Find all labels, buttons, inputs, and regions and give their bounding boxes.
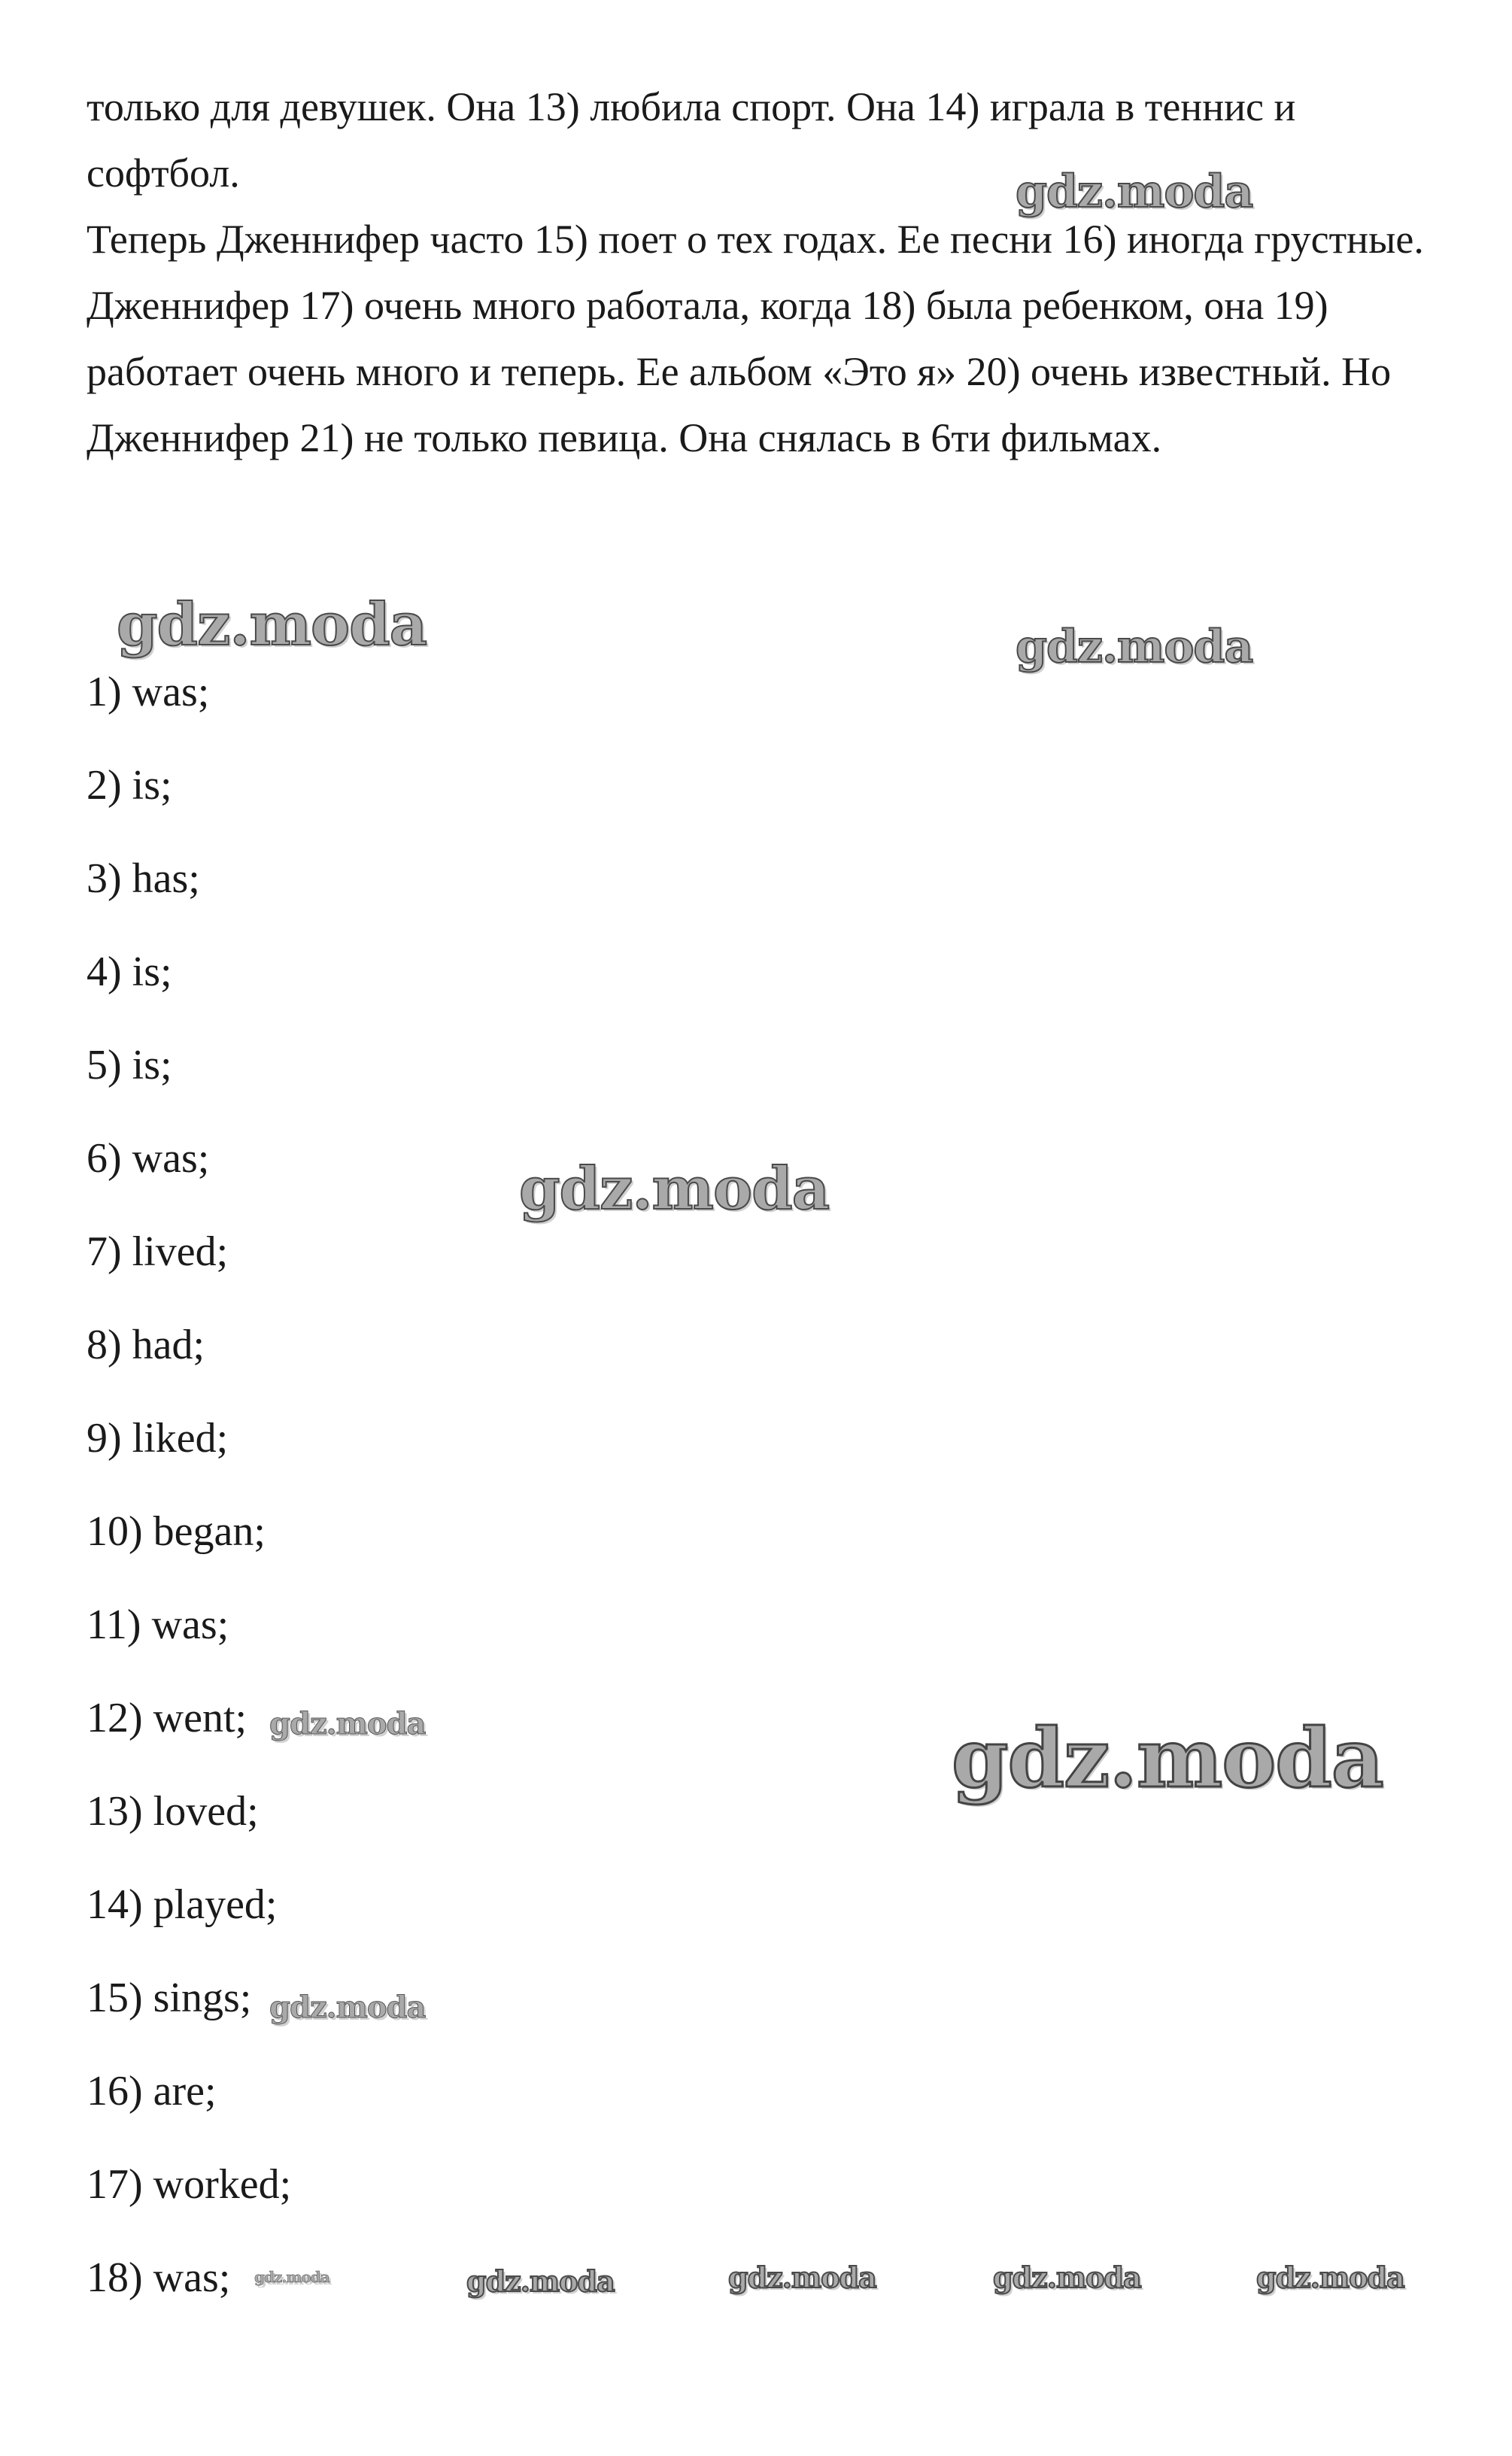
answer-item: 8) had; <box>87 1322 205 1368</box>
watermark: gdz.moda <box>728 2260 876 2294</box>
answer-item: 13) loved; <box>87 1788 259 1835</box>
watermark: gdz.moda <box>1016 165 1253 218</box>
answer-item: 10) began; <box>87 1508 266 1555</box>
watermark: gdz.moda <box>254 2268 329 2286</box>
answer-item: 4) is; <box>87 949 172 995</box>
intro-text <box>87 74 1425 471</box>
answer-item: 11) was; <box>87 1601 229 1648</box>
answer-item: 18) was; <box>87 2254 231 2301</box>
answer-item: 1) was; <box>87 669 210 715</box>
answer-item: 9) liked; <box>87 1415 229 1462</box>
answer-item: 15) sings; <box>87 1975 252 2021</box>
intro-paragraph-1: только для девушек. Она 13) любила спорт. Она 14) играла в теннис и софтбол. <box>87 84 1296 196</box>
watermark: gdz.moda <box>993 2260 1141 2294</box>
answer-item: 2) is; <box>87 762 172 809</box>
answer-item: 3) has; <box>87 855 200 902</box>
intro-paragraph-2: Теперь Дженнифер часто 15) поет о тех годах. Ее песни 16) иногда грустные. Дженнифер 17) очень много работала, когда 18) была ребенком, она 19) работает очень много и теперь. Ее альбом «Это я» 20) очень известный. Но Дженнифер 21) не только певица. Она снялась в 6ти фильмах. <box>87 217 1424 460</box>
watermark: gdz.moda <box>1256 2260 1404 2294</box>
answer-item: 5) is; <box>87 1042 172 1088</box>
answer-list <box>87 662 764 2341</box>
watermark: gdz.moda <box>466 2264 615 2298</box>
answer-item: 14) played; <box>87 1881 278 1928</box>
watermark: gdz.moda <box>269 1990 426 2025</box>
answer-item: 17) worked; <box>87 2161 292 2208</box>
watermark: gdz.moda <box>952 1711 1383 1806</box>
watermark: gdz.moda <box>1016 621 1253 673</box>
answer-item: 16) are; <box>87 2068 217 2114</box>
watermark: gdz.moda <box>117 590 427 659</box>
answer-item: 6) was; <box>87 1135 210 1182</box>
answer-item: 7) lived; <box>87 1228 229 1275</box>
watermark: gdz.moda <box>269 1706 426 1741</box>
watermark: gdz.moda <box>519 1155 830 1223</box>
answer-item: 12) went; <box>87 1695 247 1741</box>
